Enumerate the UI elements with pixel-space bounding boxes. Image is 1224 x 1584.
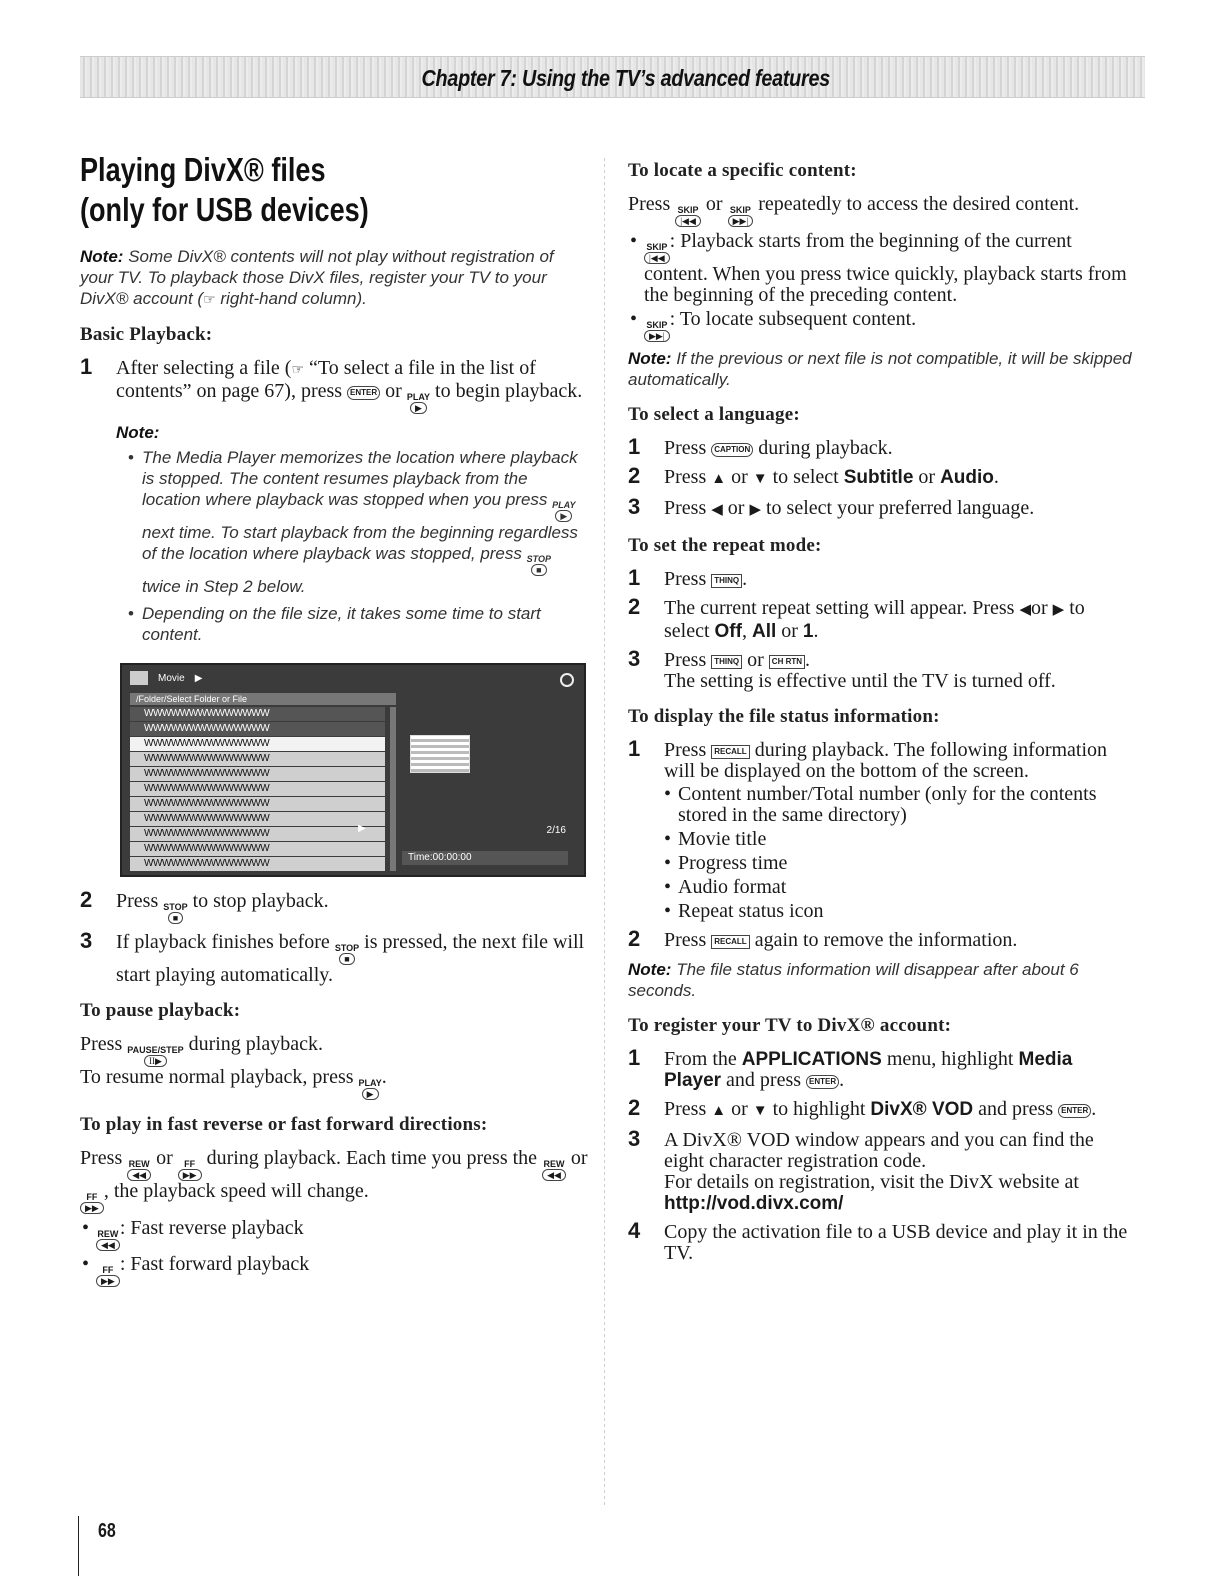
list-item: • Repeat status icon [664,901,1133,922]
list-item: WWWWWWWWWWWWWW [130,722,385,736]
register-step-3: 3 A DivX® VOD window appears and you can find the eight character registration code. For details on registration, visit the DivX website at http://vod.divx.com/ [628,1126,1094,1214]
list-item: WWWWWWWWWWWWWW [130,812,385,826]
repeat-step-3: 3 Press THINQ or CH RTN . The setting is effective until the TV is turned off. [628,646,1056,692]
locate-text: Press SKIP |◀◀ or SKIP ▶▶| repeatedly to access the desired content. [628,193,1080,226]
locate-heading: To locate a specific content: [628,160,857,181]
play-key-icon: PLAY ▶ [406,392,431,413]
list-item: • SKIP |◀◀ : Playback starts from the beginning of the current content. When you press twice quickly, playback starts from the beginning of the preceding content. [628,231,1133,306]
register-step-2: 2 Press ▲ or ▼ to highlight DivX® VOD and press ENTER . [628,1095,1097,1120]
register-step-1: 1 From the APPLICATIONS menu, highlight Media Player and press ENTER . [628,1045,1073,1091]
list-item: WWWWWWWWWWWWWW [130,827,385,841]
page-title: Playing DivX® files (only for USB devices) [80,151,369,228]
language-heading: To select a language: [628,404,800,425]
list-item: WWWWWWWWWWWWWW [130,782,385,796]
media-player-screenshot: Movie ▶ /Folder/Select Folder or File WWWWWWWWWWWWWW WWWWWWWWWWWWWW WWWWWWWWWWWWWW WWWWWWWWWWWWWW WWWWWWWWWWWWWW WWWWWWWWWWWWWW WWWWWWWWWWWWWW WWWWWWWWWWWWWW WWWWWWWWWWWWWW WWWWWWWWWWWWWW WWWWWWWWWWWWWW ▶ 2/16 Time:00:00:00 [120,663,586,877]
ff-key-icon: • FF ▶▶ [96,1266,120,1287]
list-item: • Movie title [664,829,1133,850]
list-item: WWWWWWWWWWWWWW [130,767,385,781]
ch-rtn-key-icon: CH RTN [769,655,805,669]
right-arrow-icon: ▶ [1052,602,1065,618]
skip-back-key-icon: • SKIP |◀◀ [644,243,670,264]
skip-list [628,231,1133,342]
settings-circle-icon [560,673,574,687]
list-item: WWWWWWWWWWWWWW [130,797,385,811]
file-counter: 2/16 [546,825,566,836]
skip-back-key-icon: SKIP |◀◀ [675,206,701,227]
ff-key-icon: FF ▶▶ [178,1160,202,1181]
pause-heading: To pause playback: [80,1000,241,1021]
skip-forward-key-icon: • SKIP ▶▶| [644,321,670,342]
page-number-rule [78,1516,79,1576]
page-number: 68 [98,1520,116,1542]
repeat-step-1: 1 Press THINQ . [628,565,748,590]
folder-path: /Folder/Select Folder or File [130,693,396,705]
thinq-key-icon: THINQ [711,574,742,588]
playback-state-icon: ▶ [358,823,366,834]
chapter-header-bar [80,56,1145,98]
stop-key-icon: STOP ■ [334,943,360,964]
status-note: Note: The file status information will disappear after about 6 seconds. [628,960,1079,1000]
list-item: WWWWWWWWWWWWWW [130,707,385,721]
step1-note: Note: • The Media Player memorizes the location where playback is stopped. The content resumes playback from the location where playback was stopped when you press PLAY ▶ next time. To start playback from the beginning regardless of the location where playback was stopped, press STOP ■ twice in Step 2 below. • Depending on the file size, it takes some time to start content. [116,422,590,645]
status-step-2: 2 Press RECALL again to remove the information. [628,926,1018,951]
caption-key-icon: CAPTION [711,443,753,457]
enter-key-icon: ENTER [1058,1104,1091,1118]
up-arrow-icon: ▲ [711,1103,727,1119]
play-icon: ▶ [194,672,203,684]
language-step-1: 1 Press CAPTION during playback. [628,434,893,459]
recall-key-icon: RECALL [711,745,749,759]
stop-key-icon: STOP ■ [163,902,188,923]
left-column [80,150,590,1293]
register-step-4: 4 Copy the activation file to a USB device and play it in the TV. [628,1218,1128,1264]
basic-step-1: 1 After selecting a file (☞ “To select a file in the list of contents” on page 67), press ENTER or PLAY ▶ to begin playback. [80,354,583,413]
rew-key-icon: • REW ◀◀ [97,1229,119,1250]
fast-heading: To play in fast reverse or fast forward directions: [80,1114,488,1135]
rew-key-icon: REW ◀◀ [128,1159,150,1180]
basic-playback-heading: Basic Playback: [80,324,213,345]
basic-step-2: 2 Press STOP ■ to stop playback. [80,887,329,923]
list-item: • SKIP ▶▶| : To locate subsequent content. [628,309,1133,342]
repeat-step-2: 2 The current repeat setting will appear. Press ◀or ▶ to select Off, All or 1. [628,594,1085,642]
status-heading: To display the file status information: [628,706,940,727]
column-divider [604,158,605,1508]
chapter-title: Chapter 7: Using the TV’s advanced features [421,65,830,91]
play-key-icon: PLAY ▶ [552,500,576,521]
enter-key-icon: ENTER [347,386,380,400]
reference-icon: ☞ [291,363,305,378]
pause-key-icon: PAUSE/STEP II▶ [127,1045,184,1066]
play-key-icon: PLAY ▶ [358,1078,382,1099]
time-display: Time:00:00:00 [402,851,568,865]
down-arrow-icon: ▼ [752,471,768,487]
left-arrow-icon: ◀ [711,502,723,518]
fast-text: Press REW ◀◀ or FF ▶▶ during playback. Each time you press the REW ◀◀ or FF ▶▶ , the playback speed will change. [80,1147,588,1213]
list-item: WWWWWWWWWWWWWW [130,857,385,871]
down-arrow-icon: ▼ [752,1103,768,1119]
rew-key-icon: REW ◀◀ [543,1159,565,1180]
repeat-heading: To set the repeat mode: [628,535,822,556]
note-item: • Depending on the file size, it takes some time to start content. [128,603,590,645]
locate-note: Note: If the previous or next file is not compatible, it will be skipped automatically. [628,349,1132,389]
up-arrow-icon: ▲ [711,471,727,487]
left-arrow-icon: ◀ [1019,602,1031,618]
list-item: WWWWWWWWWWWWWW [130,752,385,766]
status-items [664,784,1133,922]
intro-note: Note: Some DivX® contents will not play without registration of your TV. To playback those DivX files, register your TV to your DivX® account (☞ right-hand column). [80,247,554,308]
list-item: • Content number/Total number (only for the contents stored in the same directory) [664,784,1133,826]
fast-list [80,1218,590,1287]
list-item: • Audio format [664,877,1133,898]
enter-key-icon: ENTER [806,1075,839,1089]
note-item: • The Media Player memorizes the location where playback is stopped. The content resumes playback from the location where playback was stopped when you press PLAY ▶ next time. To start playback from the beginning regardless of the location where playback was stopped, press STOP ■ twice in Step 2 below. [128,447,590,597]
language-step-3: 3 Press ◀ or ▶ to select your preferred language. [628,494,1035,519]
right-arrow-icon: ▶ [749,502,761,518]
thinq-key-icon: THINQ [711,655,742,669]
scrollbar [390,707,396,871]
reference-icon: ☞ [203,291,216,307]
list-item: • Progress time [664,853,1133,874]
language-step-2: 2 Press ▲ or ▼ to select Subtitle or Audio. [628,463,999,488]
list-item: • REW ◀◀ : Fast reverse playback [80,1218,590,1251]
divx-url-link[interactable]: http://vod.divx.com/ [664,1193,844,1214]
ff-key-icon: FF ▶▶ [80,1193,104,1214]
pause-text: Press PAUSE/STEP II▶ during playback. To resume normal playback, press PLAY ▶ . [80,1033,387,1099]
movie-icon [130,671,148,685]
list-item: WWWWWWWWWWWWWW [130,842,385,856]
status-step-1: 1 Press RECALL during playback. The following information will be displayed on the bottom of the screen. • Content number/Total number (only for the contents stored in the same directory) • Movie title • Progress time • Audio format • Repeat status icon [628,740,1133,922]
stop-key-icon: STOP ■ [526,554,551,575]
basic-step-3: 3 If playback finishes before STOP ■ is pressed, the next file will start playing automatically. [80,928,585,986]
list-item: WWWWWWWWWWWWWW [130,737,385,751]
file-list [130,707,385,872]
recall-key-icon: RECALL [711,935,749,949]
film-thumbnail-icon [410,735,470,773]
right-column [628,160,1133,1272]
list-item: • FF ▶▶ : Fast forward playback [80,1254,590,1287]
register-heading: To register your TV to DivX® account: [628,1015,952,1036]
skip-forward-key-icon: SKIP ▶▶| [728,206,754,227]
